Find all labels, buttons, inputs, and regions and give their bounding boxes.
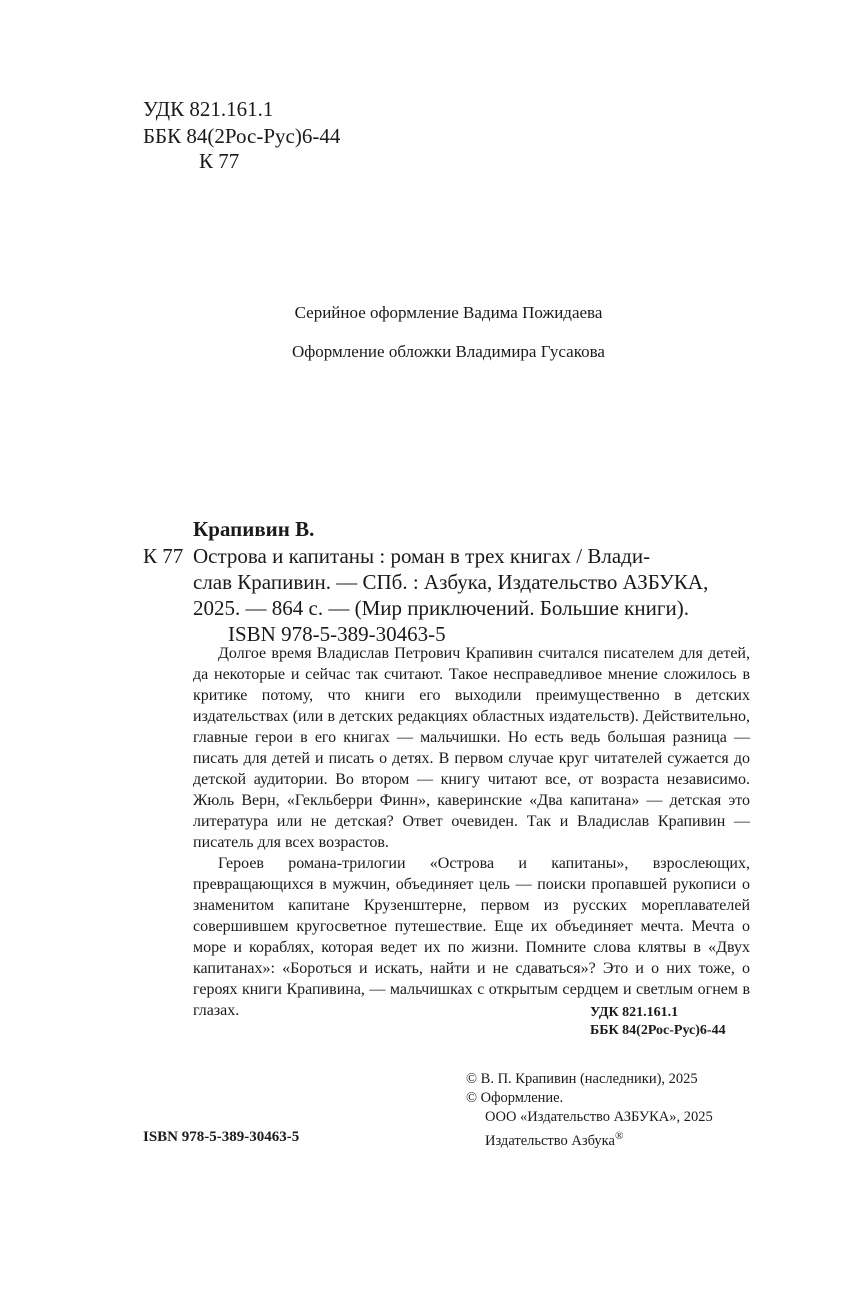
- bib-line-1: Острова и капитаны : роман в трех книгах / Влади-: [193, 544, 651, 568]
- author-mark: К 77: [143, 544, 184, 568]
- udk-code-top: УДК 821.161.1: [143, 97, 274, 121]
- bib-line-2: слав Крапивин. — СПб. : Азбука, Издательство АЗБУКА,: [193, 570, 709, 594]
- isbn-bottom: ISBN 978-5-389-30463-5: [143, 1129, 300, 1145]
- copyright-publisher: ООО «Издательство АЗБУКА», 2025: [485, 1109, 713, 1125]
- copyright-author: © В. П. Крапивин (наследники), 2025: [466, 1071, 698, 1087]
- annotation-paragraph-1: Долгое время Владислав Петрович Крапивин считался писателем для детей, да некоторые и сейчас так считают. Такое несправедливое мнение сложилось в критике потому, что книги его выходили преимущественно в детских издательствах (или в детских редакциях областных издательств). Действительно, главные герои в его книгах — мальчишки. Но есть ведь большая разница — писать для детей и писать о детях. В первом случае круг читателей сужается до детской аудитории. Во втором — книгу читают все, от возраста независимо. Жюль Верн, «Гекльберри Финн», каверинские «Два капитана» — детская это литература или не детская? Ответ очевиден. Так и Владислав Крапивин — писатель для всех возрастов.: [193, 645, 750, 851]
- isbn-line: ISBN 978-5-389-30463-5: [228, 622, 446, 646]
- bbk-code-bottom: ББК 84(2Рос-Рус)6-44: [590, 1023, 726, 1038]
- annotation-paragraph-2: Героев романа-трилогии «Острова и капитаны», взрослеющих, превращающихся в мужчин, объединяет цель — поиски пропавшей рукописи о знаменитом капитане Крузенштерне, первом из русских мореплавателей совершившем кругосветное путешествие. Еще их объединяет мечта. Мечта о море и кораблях, которая ведет их по жизни. Помните слова клятвы в «Двух капитанах»: «Бороться и искать, найти и не сдаваться»? Это и о них тоже, о героях книги Крапивина, — мальчишках с открытым сердцем и светлым огнем в глазах.: [193, 855, 750, 1019]
- cover-design-credit: Оформление обложки Владимира Гусакова: [292, 342, 605, 361]
- registered-mark: ®: [614, 1130, 624, 1142]
- udk-code-bottom: УДК 821.161.1: [590, 1005, 679, 1020]
- copyright-imprint: [485, 1127, 623, 1151]
- series-design-credit: Серийное оформление Вадима Пожидаева: [294, 303, 603, 322]
- annotation: [193, 643, 750, 1021]
- author-name: Крапивин В.: [193, 517, 315, 541]
- bib-line-3: 2025. — 864 с. — (Мир приключений. Большие книги).: [193, 596, 689, 620]
- imprint-name: Издательство Азбука: [485, 1132, 615, 1149]
- author-mark-top: К 77: [199, 149, 240, 173]
- bbk-code-top: ББК 84(2Рос-Рус)6-44: [143, 124, 341, 148]
- copyright-design: © Оформление.: [466, 1090, 564, 1106]
